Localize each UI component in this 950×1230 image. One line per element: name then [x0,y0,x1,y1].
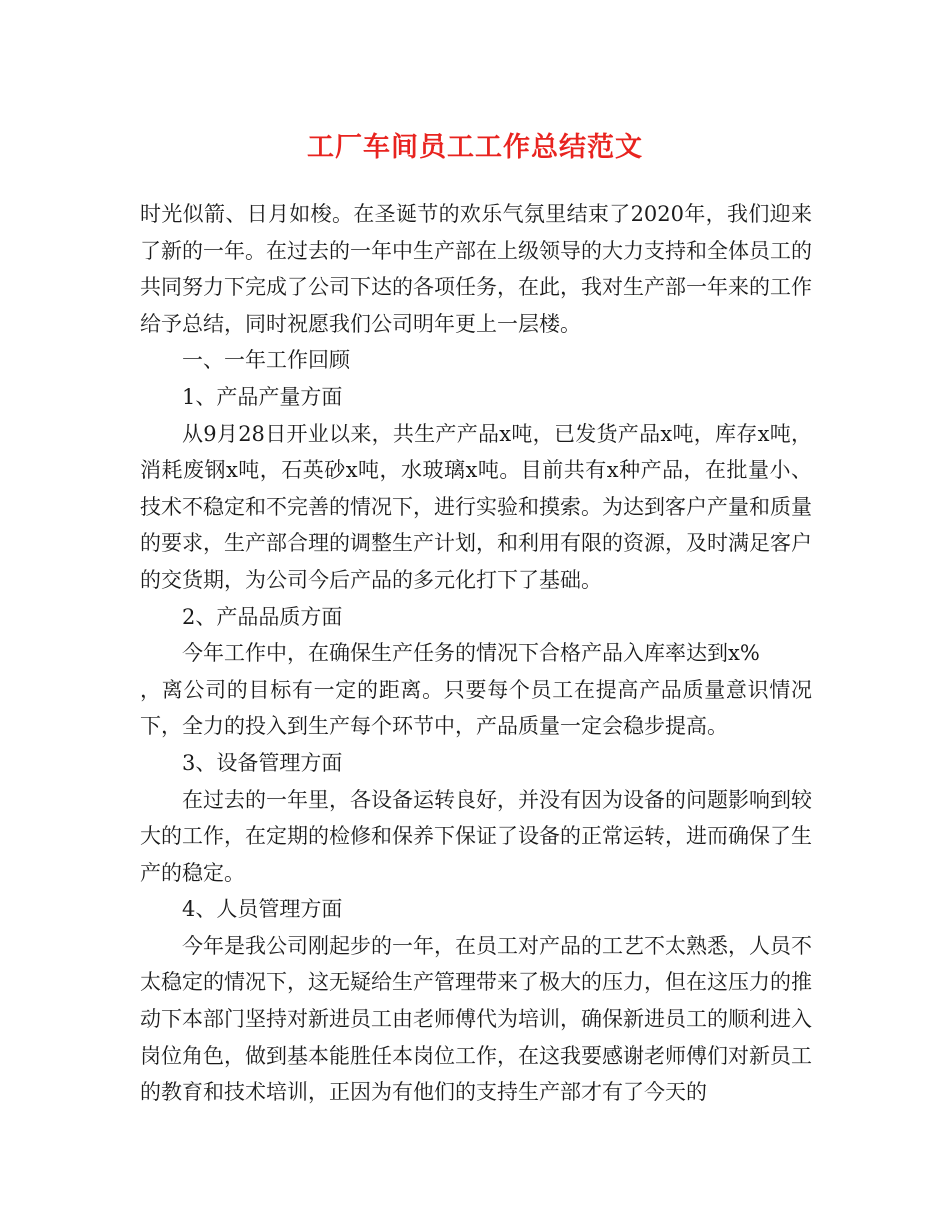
document-body [140,196,812,1111]
document-title: 工厂车间员工工作总结范文 [307,132,643,163]
paragraph-equipment: 在过去的一年里，各设备运转良好，并没有因为设备的问题影响到较大的工作，在定期的检修和保养下保证了设备的正常运转，进而确保了生产的稳定。 [140,787,812,885]
paragraph-quality-line: 今年工作中，在确保生产任务的情况下合格产品入库率达到x% [182,641,760,666]
paragraph-output: 从9月28日开业以来，共生产产品x吨，已发货产品x吨，库存x吨，消耗废钢x吨，石英砂x吨，水玻璃x吨。目前共有x种产品，在批量小、技术不稳定和不完善的情况下，进行实验和摸索。为达到客户产量和质量的要求，生产部合理的调整生产计划，和利用有限的资源，及时满足客户的交货期，为公司今后产品的多元化打下了基础。 [140,421,812,592]
subheading-personnel: 4、人员管理方面 [182,897,343,922]
subheading-quality: 2、产品品质方面 [182,604,343,629]
section-heading-review: 一、一年工作回顾 [182,348,350,373]
paragraph-intro: 时光似箭、日月如梭。在圣诞节的欢乐气氛里结束了2020年，我们迎来了新的一年。在过去的一年中生产部在上级领导的大力支持和全体员工的共同努力下完成了公司下达的各项任务，在此，我对生产部一年来的工作给予总结，同时祝愿我们公司明年更上一层楼。 [140,202,812,336]
paragraph-quality: ，离公司的目标有一定的距离。只要每个员工在提高产品质量意识情况下，全力的投入到生产每个环节中，产品质量一定会稳步提高。 [140,677,812,739]
paragraph-personnel: 今年是我公司刚起步的一年，在员工对产品的工艺不太熟悉，人员不太稳定的情况下，这无疑给生产管理带来了极大的压力，但在这压力的推动下本部门坚持对新进员工由老师傅代为培训，确保新进员工的顺利进入岗位角色，做到基本能胜任本岗位工作，在这我要感谢老师傅们对新员工的教育和技术培训，正因为有他们的支持生产部才有了今天的 [140,933,812,1105]
subheading-equipment: 3、设备管理方面 [182,750,343,775]
subheading-output: 1、产品产量方面 [182,384,343,409]
